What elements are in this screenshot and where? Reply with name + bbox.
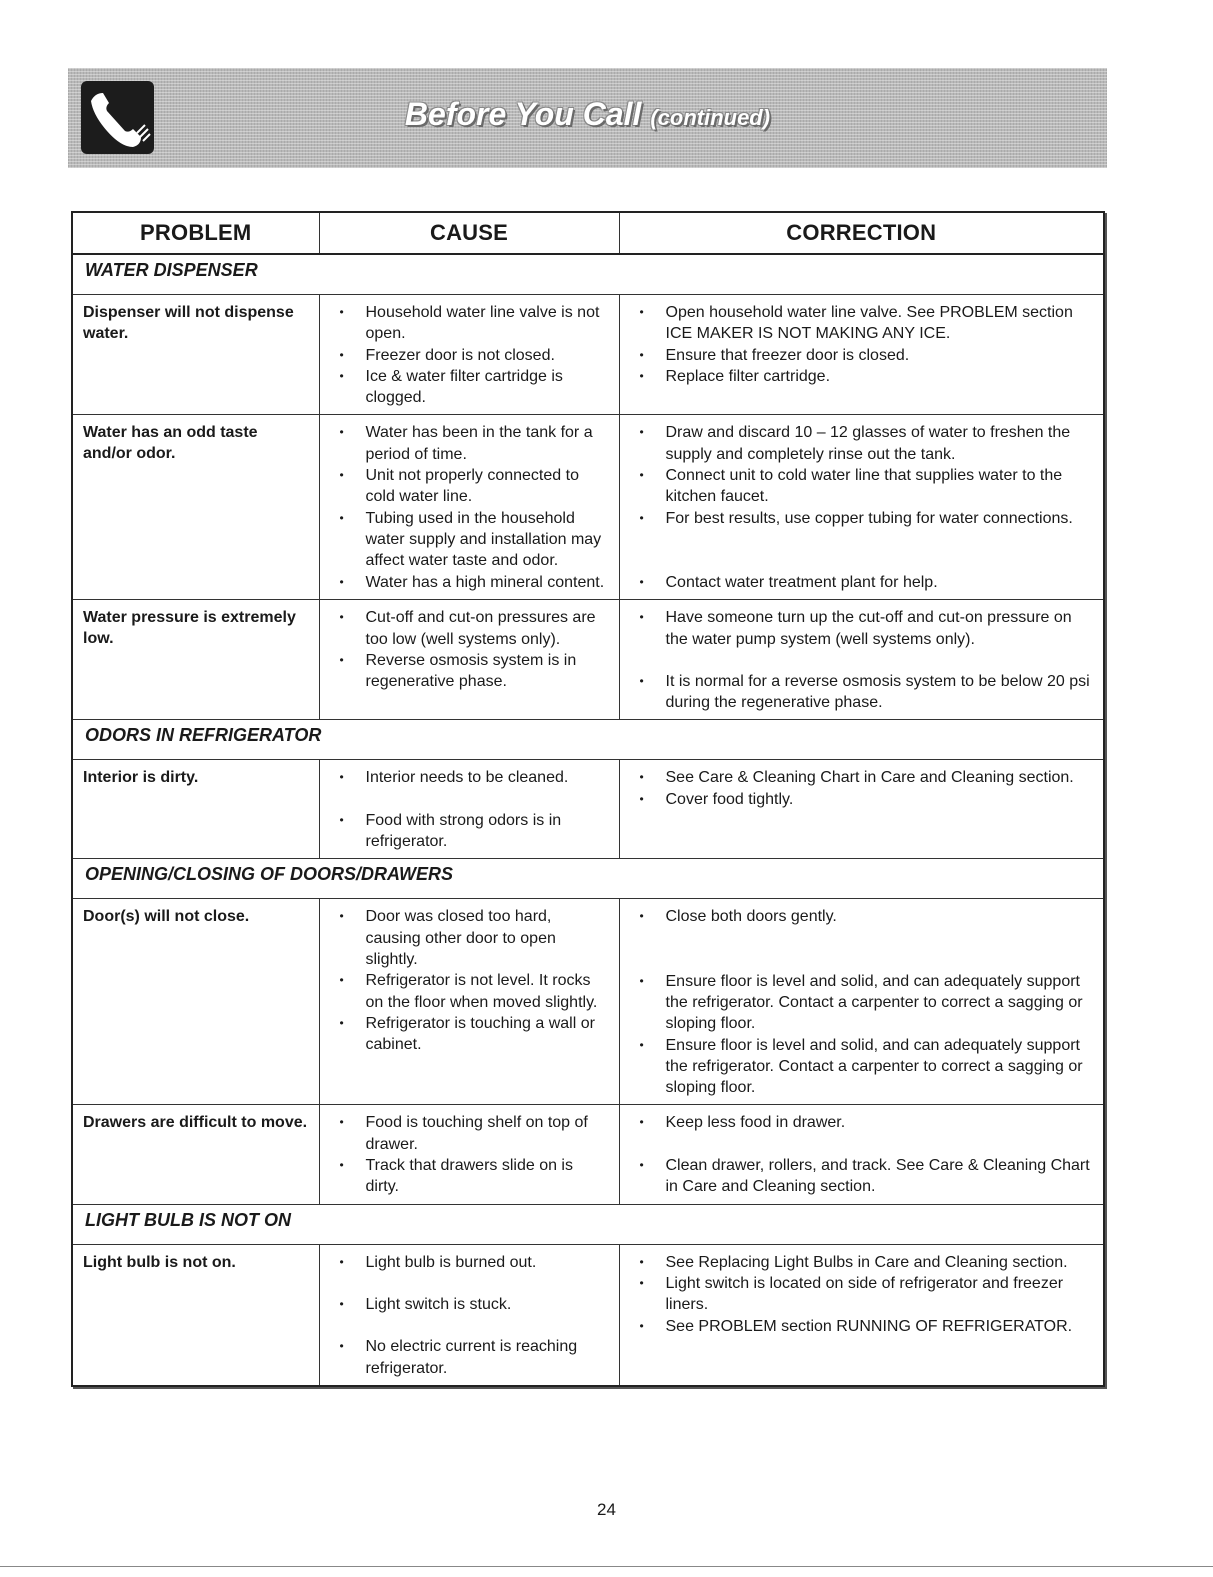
page-header-banner xyxy=(68,68,1107,168)
cause-item: • Freezer door is not closed. xyxy=(330,345,611,366)
correction-item: • Cover food tightly. xyxy=(630,789,1096,810)
table-row xyxy=(72,760,1104,859)
cause-cell xyxy=(319,415,619,600)
cause-item: • Water has a high mineral content. xyxy=(330,572,611,593)
cause-item: • Refrigerator is not level. It rocks on the floor when moved slightly. xyxy=(330,970,611,1013)
correction-cell xyxy=(619,1105,1104,1204)
correction-item: • Connect unit to cold water line that supplies water to the kitchen faucet. xyxy=(630,465,1096,508)
correction-cell xyxy=(619,415,1104,600)
table-row xyxy=(72,1105,1104,1204)
correction-item: • Ensure floor is level and solid, and can adequately support the refrigerator. Contact a carpenter to correct a sagging or sloping floor. xyxy=(630,971,1096,1035)
page-subtitle-text: (continued) xyxy=(650,105,771,130)
section-row xyxy=(72,859,1104,899)
cause-item: • Water has been in the tank for a period of time. xyxy=(330,422,611,465)
cause-cell xyxy=(319,899,619,1105)
correction-item: • See Replacing Light Bulbs in Care and Cleaning section. xyxy=(630,1252,1096,1273)
problem-cell: Interior is dirty. xyxy=(72,760,319,859)
correction-item: • Close both doors gently. xyxy=(630,906,1096,927)
cause-item: • Unit not properly connected to cold water line. xyxy=(330,465,611,508)
table-row xyxy=(72,415,1104,600)
section-row xyxy=(72,720,1104,760)
cause-cell xyxy=(319,1105,619,1204)
cause-item: • Cut-off and cut-on pressures are too low (well systems only). xyxy=(330,607,611,650)
table-row xyxy=(72,295,1104,415)
cause-item: • Door was closed too hard, causing other door to open slightly. xyxy=(330,906,611,970)
correction-item: • It is normal for a reverse osmosis system to be below 20 psi during the regenerative phase. xyxy=(630,671,1096,714)
correction-item: • Have someone turn up the cut-off and cut-on pressure on the water pump system (well systems only). xyxy=(630,607,1096,650)
table-row xyxy=(72,899,1104,1105)
cause-item: • Household water line valve is not open. xyxy=(330,302,611,345)
bottom-divider xyxy=(0,1566,1213,1567)
table-row xyxy=(72,1244,1104,1386)
column-header-problem: PROBLEM xyxy=(72,212,319,254)
problem-cell: Door(s) will not close. xyxy=(72,899,319,1105)
section-title: ODORS IN REFRIGERATOR xyxy=(72,720,1104,760)
cause-item: • No electric current is reaching refrigerator. xyxy=(330,1336,611,1379)
section-title: LIGHT BULB IS NOT ON xyxy=(72,1204,1104,1244)
correction-item: • Contact water treatment plant for help. xyxy=(630,572,1096,593)
page-title xyxy=(68,96,1107,133)
correction-item: • Replace filter cartridge. xyxy=(630,366,1096,387)
cause-item: • Light bulb is burned out. xyxy=(330,1252,611,1273)
problem-cell: Water pressure is extremely low. xyxy=(72,600,319,720)
section-row xyxy=(72,1204,1104,1244)
correction-cell xyxy=(619,899,1104,1105)
section-title: OPENING/CLOSING OF DOORS/DRAWERS xyxy=(72,859,1104,899)
cause-cell xyxy=(319,1244,619,1386)
cause-item: • Ice & water filter cartridge is clogged. xyxy=(330,366,611,409)
cause-item: • Interior needs to be cleaned. xyxy=(330,767,611,788)
problem-cell: Light bulb is not on. xyxy=(72,1244,319,1386)
correction-item: • Ensure that freezer door is closed. xyxy=(630,345,1096,366)
troubleshooting-table xyxy=(71,211,1105,1387)
cause-item: • Track that drawers slide on is dirty. xyxy=(330,1155,611,1198)
cause-cell xyxy=(319,760,619,859)
correction-item: • Ensure floor is level and solid, and can adequately support the refrigerator. Contact a carpenter to correct a sagging or sloping floor. xyxy=(630,1035,1096,1099)
cause-item: • Refrigerator is touching a wall or cabinet. xyxy=(330,1013,611,1056)
cause-item: • Light switch is stuck. xyxy=(330,1294,611,1315)
column-header-correction: CORRECTION xyxy=(619,212,1104,254)
problem-cell: Water has an odd taste and/or odor. xyxy=(72,415,319,600)
correction-item: • See Care & Cleaning Chart in Care and Cleaning section. xyxy=(630,767,1096,788)
cause-cell xyxy=(319,600,619,720)
cause-item: • Food with strong odors is in refrigerator. xyxy=(330,810,611,853)
correction-item: • Keep less food in drawer. xyxy=(630,1112,1096,1133)
cause-cell xyxy=(319,295,619,415)
correction-cell xyxy=(619,1244,1104,1386)
correction-item: • For best results, use copper tubing for water connections. xyxy=(630,508,1096,529)
correction-cell xyxy=(619,760,1104,859)
page-number: 24 xyxy=(597,1500,616,1519)
section-row xyxy=(72,254,1104,295)
correction-item: • Light switch is located on side of refrigerator and freezer liners. xyxy=(630,1273,1096,1316)
cause-item: • Tubing used in the household water supply and installation may affect water taste and odor. xyxy=(330,508,611,572)
page-title-text: Before You Call xyxy=(404,96,642,132)
cause-item: • Food is touching shelf on top of drawer. xyxy=(330,1112,611,1155)
correction-item: • Clean drawer, rollers, and track. See Care & Cleaning Chart in Care and Cleaning section. xyxy=(630,1155,1096,1198)
correction-item: • Open household water line valve. See PROBLEM section ICE MAKER IS NOT MAKING ANY ICE. xyxy=(630,302,1096,345)
column-header-cause: CAUSE xyxy=(319,212,619,254)
correction-item: • See PROBLEM section RUNNING OF REFRIGERATOR. xyxy=(630,1316,1096,1337)
correction-cell xyxy=(619,295,1104,415)
table-row xyxy=(72,600,1104,720)
cause-item: • Reverse osmosis system is in regenerative phase. xyxy=(330,650,611,693)
correction-cell xyxy=(619,600,1104,720)
section-title: WATER DISPENSER xyxy=(72,254,1104,295)
correction-item: • Draw and discard 10 – 12 glasses of water to freshen the supply and completely rinse out the tank. xyxy=(630,422,1096,465)
problem-cell: Dispenser will not dispense water. xyxy=(72,295,319,415)
problem-cell: Drawers are difficult to move. xyxy=(72,1105,319,1204)
table-header-row xyxy=(72,212,1104,254)
